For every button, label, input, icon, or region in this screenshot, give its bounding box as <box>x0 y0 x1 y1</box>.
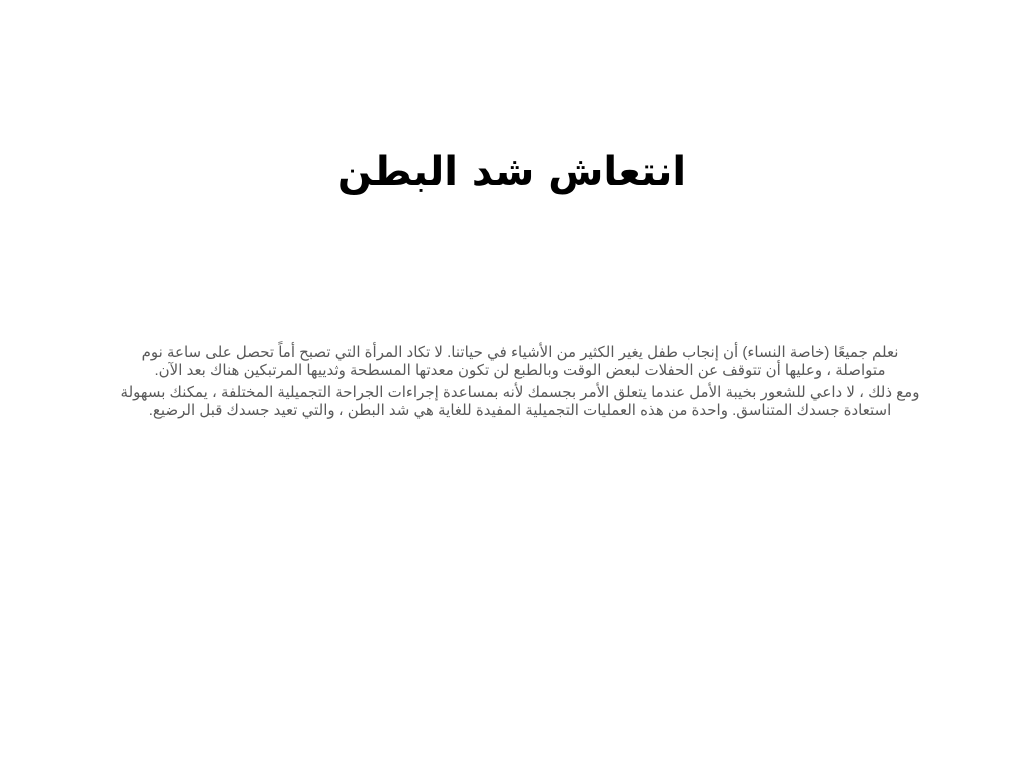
slide-title: انتعاش شد البطن <box>337 149 687 195</box>
slide-body <box>120 344 920 424</box>
body-paragraph-1: نعلم جميعًا (خاصة النساء) أن إنجاب طفل يغير الكثير من الأشياء في حياتنا. لا تكاد المرأة التي تصبح أماً تحصل على ساعة نوم متواصلة ، وعليها أن تتوقف عن الحفلات لبعض الوقت وبالطبع لن تكون معدتها المسطحة وثدييها المرتبكين هناك بعد الآن. <box>141 344 899 379</box>
body-paragraph-2: ومع ذلك ، لا داعي للشعور بخيبة الأمل عندما يتعلق الأمر بجسمك لأنه بمساعدة إجراءات الجراحة التجميلية المختلفة ، يمكنك بسهولة استعادة جسدك المتناسق. واحدة من هذه العمليات التجميلية المفيدة للغاية هي شد البطن ، والتي تعيد جسدك قبل الرضيع. <box>120 384 920 419</box>
